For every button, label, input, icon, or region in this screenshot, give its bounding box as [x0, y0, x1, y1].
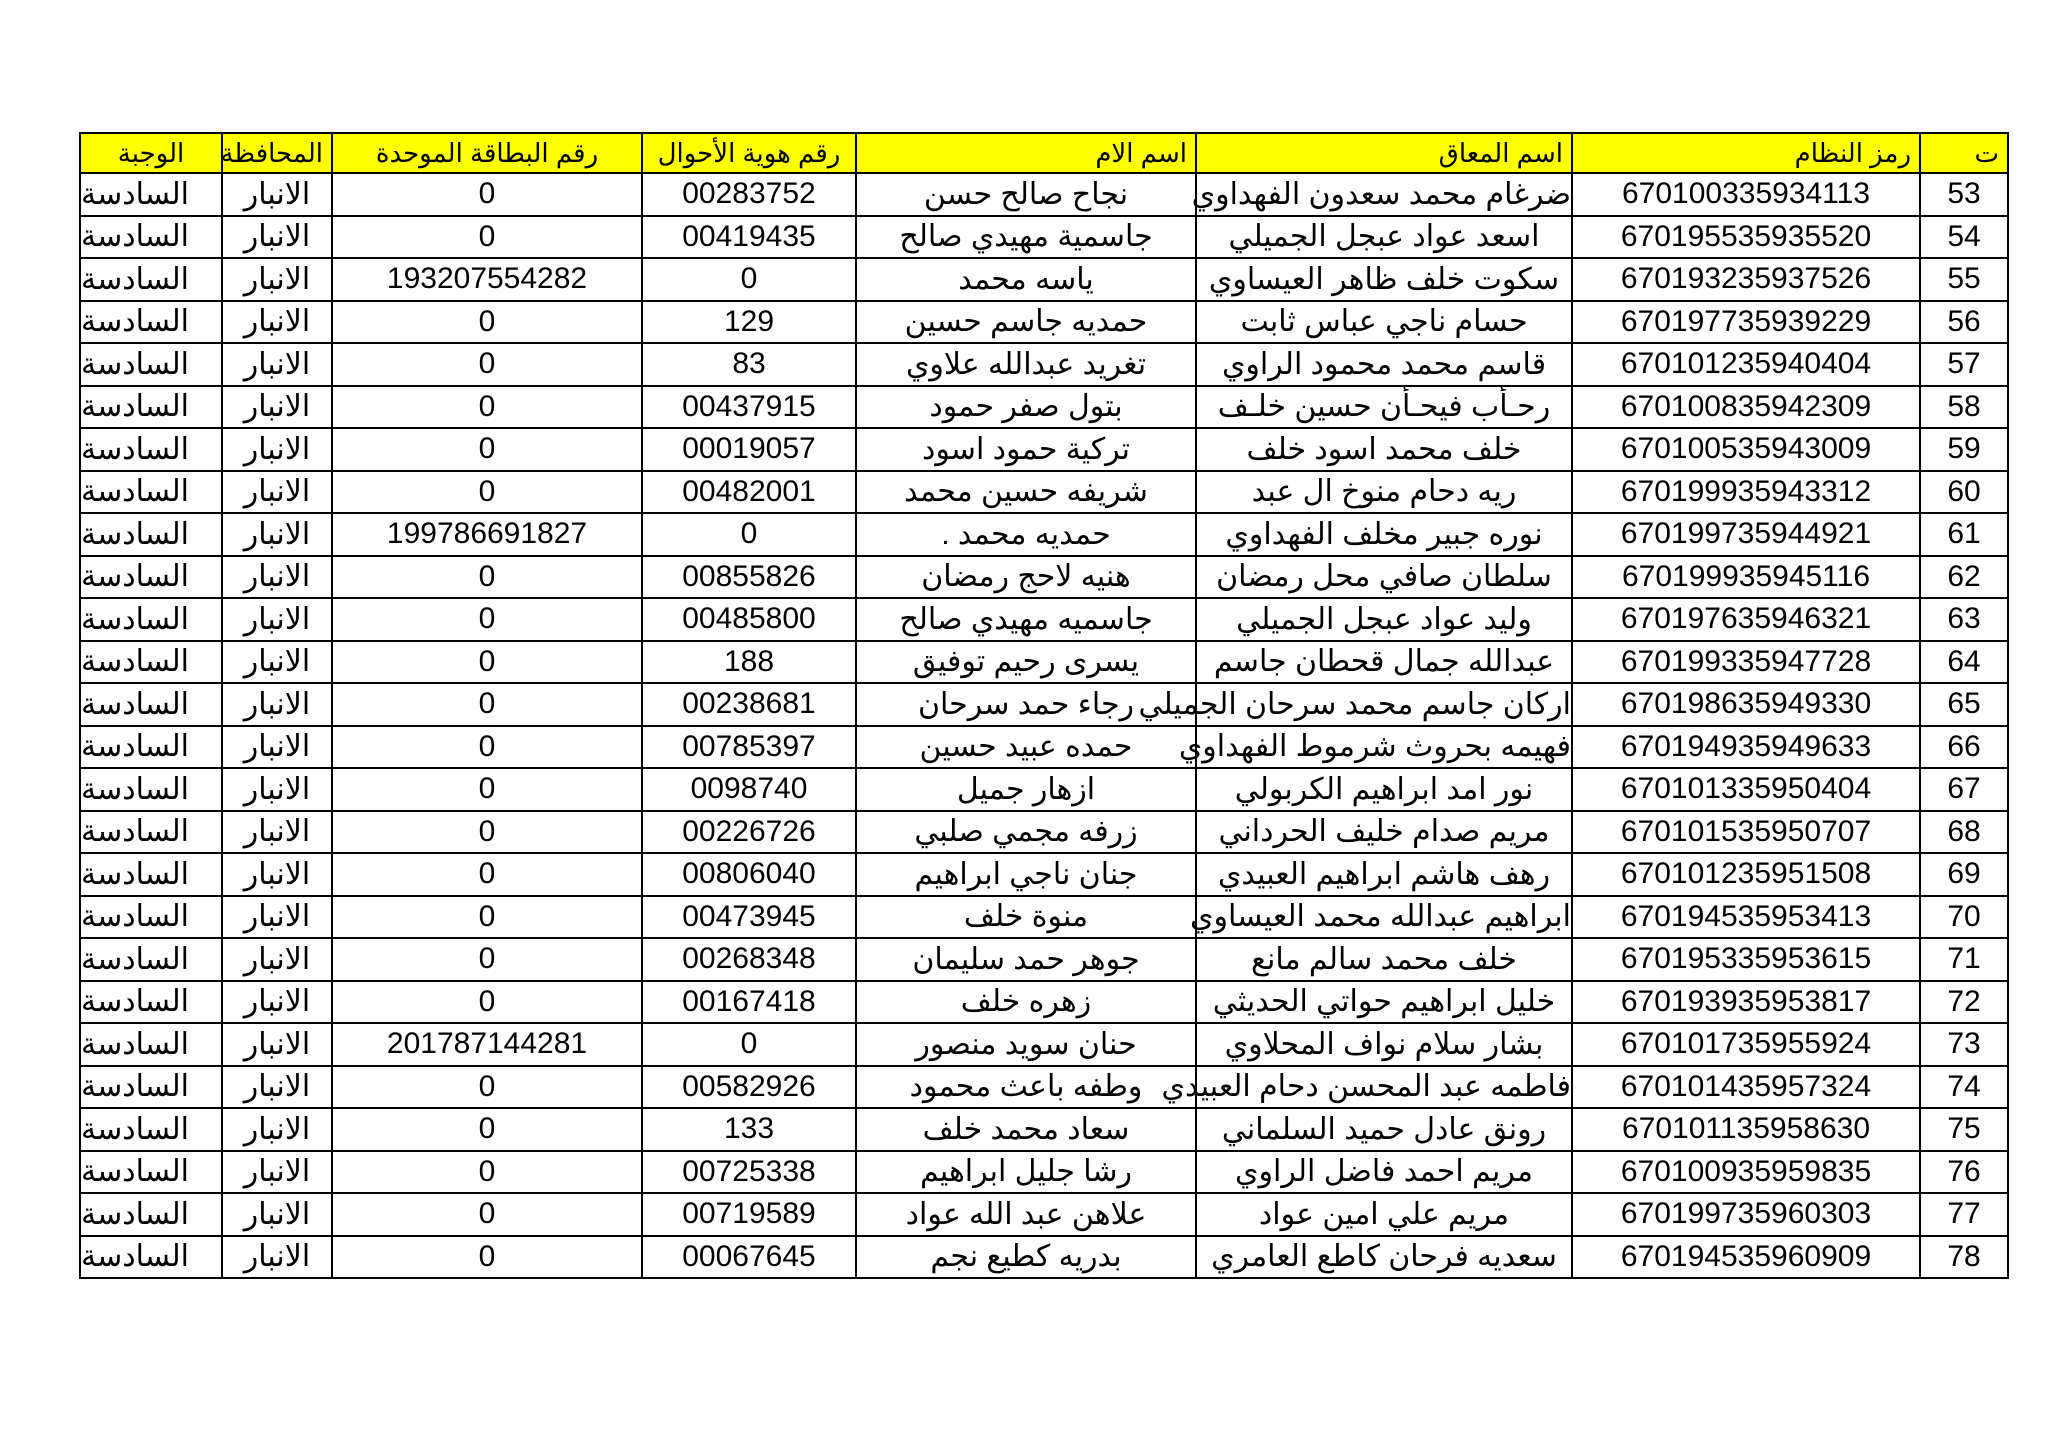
header-unified-card: رقم البطاقة الموحدة	[332, 133, 642, 173]
cell-system-code: 670195335953615	[1572, 938, 1920, 981]
cell-unified-card: 0	[332, 938, 642, 981]
cell-system-code: 670101735955924	[1572, 1023, 1920, 1066]
cell-disabled-name: عبدالله جمال قحطان جاسم	[1196, 641, 1572, 684]
cell-unified-card: 0	[332, 471, 642, 514]
cell-mother-name: رجاء حمد سرحان	[856, 683, 1196, 726]
cell-unified-card: 0	[332, 641, 642, 684]
cell-system-code: 670197735939229	[1572, 301, 1920, 344]
cell-system-code: 670194935949633	[1572, 726, 1920, 769]
cell-batch: السادسة	[80, 811, 222, 854]
table-row	[80, 896, 2008, 939]
cell-civil-id: 00067645	[642, 1236, 856, 1279]
cell-unified-card: 199786691827	[332, 513, 642, 556]
cell-governorate: الانبار	[222, 853, 332, 896]
cell-governorate: الانبار	[222, 726, 332, 769]
cell-disabled-name: خلف محمد اسود خلف	[1196, 428, 1572, 471]
cell-seq: 76	[1920, 1151, 2008, 1194]
cell-unified-card: 201787144281	[332, 1023, 642, 1066]
cell-disabled-name: سعديه فرحان كاطع العامري	[1196, 1236, 1572, 1279]
cell-governorate: الانبار	[222, 556, 332, 599]
cell-governorate: الانبار	[222, 896, 332, 939]
cell-unified-card: 0	[332, 811, 642, 854]
cell-seq: 77	[1920, 1193, 2008, 1236]
cell-governorate: الانبار	[222, 216, 332, 259]
table-row	[80, 513, 2008, 556]
table-row	[80, 641, 2008, 684]
cell-governorate: الانبار	[222, 513, 332, 556]
table-row	[80, 258, 2008, 301]
cell-governorate: الانبار	[222, 471, 332, 514]
header-row	[80, 133, 2008, 173]
cell-system-code: 670198635949330	[1572, 683, 1920, 726]
cell-unified-card: 0	[332, 768, 642, 811]
cell-system-code: 670100335934113	[1572, 173, 1920, 216]
cell-seq: 56	[1920, 301, 2008, 344]
cell-seq: 60	[1920, 471, 2008, 514]
cell-unified-card: 0	[332, 853, 642, 896]
cell-governorate: الانبار	[222, 938, 332, 981]
cell-system-code: 670199735944921	[1572, 513, 1920, 556]
cell-seq: 57	[1920, 343, 2008, 386]
cell-batch: السادسة	[80, 1193, 222, 1236]
cell-civil-id: 00019057	[642, 428, 856, 471]
cell-mother-name: تغريد عبدالله علاوي	[856, 343, 1196, 386]
cell-system-code: 670101435957324	[1572, 1066, 1920, 1109]
cell-mother-name: حمديه محمد .	[856, 513, 1196, 556]
cell-mother-name: زرفه مجمي صلبي	[856, 811, 1196, 854]
cell-seq: 69	[1920, 853, 2008, 896]
cell-disabled-name: مريم احمد فاضل الراوي	[1196, 1151, 1572, 1194]
cell-mother-name: زهره خلف	[856, 981, 1196, 1024]
cell-civil-id: 00473945	[642, 896, 856, 939]
table-row	[80, 1023, 2008, 1066]
cell-seq: 59	[1920, 428, 2008, 471]
table-row	[80, 216, 2008, 259]
cell-batch: السادسة	[80, 471, 222, 514]
cell-system-code: 670100935959835	[1572, 1151, 1920, 1194]
cell-unified-card: 0	[332, 1151, 642, 1194]
cell-civil-id: 00437915	[642, 386, 856, 429]
cell-system-code: 670199335947728	[1572, 641, 1920, 684]
cell-civil-id: 00725338	[642, 1151, 856, 1194]
cell-mother-name: نجاح صالح حسن	[856, 173, 1196, 216]
header-system-code: رمز النظام	[1572, 133, 1920, 173]
cell-unified-card: 0	[332, 1108, 642, 1151]
cell-batch: السادسة	[80, 938, 222, 981]
cell-civil-id: 00806040	[642, 853, 856, 896]
cell-unified-card: 0	[332, 726, 642, 769]
cell-disabled-name: مريم علي امين عواد	[1196, 1193, 1572, 1236]
cell-unified-card: 0	[332, 683, 642, 726]
cell-disabled-name: فهيمه بحروث شرموط الفهداوي	[1196, 726, 1572, 769]
table-row	[80, 1151, 2008, 1194]
table-row	[80, 301, 2008, 344]
cell-civil-id: 00226726	[642, 811, 856, 854]
cell-disabled-name: رهف هاشم ابراهيم العبيدي	[1196, 853, 1572, 896]
beneficiaries-table	[79, 132, 2009, 1279]
cell-unified-card: 0	[332, 343, 642, 386]
cell-batch: السادسة	[80, 896, 222, 939]
cell-disabled-name: نور امد ابراهيم الكربولي	[1196, 768, 1572, 811]
cell-disabled-name: سلطان صافي محل رمضان	[1196, 556, 1572, 599]
cell-seq: 78	[1920, 1236, 2008, 1279]
cell-seq: 62	[1920, 556, 2008, 599]
table-row	[80, 556, 2008, 599]
cell-governorate: الانبار	[222, 1023, 332, 1066]
cell-batch: السادسة	[80, 641, 222, 684]
cell-governorate: الانبار	[222, 1193, 332, 1236]
cell-mother-name: حنان سويد منصور	[856, 1023, 1196, 1066]
cell-batch: السادسة	[80, 216, 222, 259]
cell-civil-id: 00582926	[642, 1066, 856, 1109]
cell-seq: 53	[1920, 173, 2008, 216]
cell-batch: السادسة	[80, 343, 222, 386]
cell-governorate: الانبار	[222, 981, 332, 1024]
header-disabled-name: اسم المعاق	[1196, 133, 1572, 173]
cell-unified-card: 0	[332, 598, 642, 641]
cell-system-code: 670101335950404	[1572, 768, 1920, 811]
cell-disabled-name: ضرغام محمد سعدون الفهداوي	[1196, 173, 1572, 216]
cell-system-code: 670101235940404	[1572, 343, 1920, 386]
cell-civil-id: 188	[642, 641, 856, 684]
cell-seq: 54	[1920, 216, 2008, 259]
cell-disabled-name: ريه دحام منوخ ال عبد	[1196, 471, 1572, 514]
cell-seq: 73	[1920, 1023, 2008, 1066]
cell-system-code: 670199735960303	[1572, 1193, 1920, 1236]
cell-system-code: 670101235951508	[1572, 853, 1920, 896]
cell-disabled-name: سكوت خلف ظاهر العيساوي	[1196, 258, 1572, 301]
cell-mother-name: علاهن عبد الله عواد	[856, 1193, 1196, 1236]
cell-batch: السادسة	[80, 981, 222, 1024]
cell-system-code: 670100835942309	[1572, 386, 1920, 429]
cell-governorate: الانبار	[222, 386, 332, 429]
cell-governorate: الانبار	[222, 428, 332, 471]
cell-governorate: الانبار	[222, 1236, 332, 1279]
cell-mother-name: حمده عبيد حسين	[856, 726, 1196, 769]
cell-civil-id: 00419435	[642, 216, 856, 259]
cell-governorate: الانبار	[222, 301, 332, 344]
cell-mother-name: رشا جليل ابراهيم	[856, 1151, 1196, 1194]
cell-disabled-name: ابراهيم عبدالله محمد العيساوي	[1196, 896, 1572, 939]
cell-system-code: 670101135958630	[1572, 1108, 1920, 1151]
cell-disabled-name: نوره جبير مخلف الفهداوي	[1196, 513, 1572, 556]
table-row	[80, 938, 2008, 981]
cell-mother-name: بتول صفر حمود	[856, 386, 1196, 429]
cell-civil-id: 133	[642, 1108, 856, 1151]
cell-disabled-name: خليل ابراهيم حواتي الحديثي	[1196, 981, 1572, 1024]
cell-governorate: الانبار	[222, 641, 332, 684]
cell-governorate: الانبار	[222, 1066, 332, 1109]
table-row	[80, 726, 2008, 769]
cell-batch: السادسة	[80, 258, 222, 301]
cell-unified-card: 0	[332, 386, 642, 429]
cell-batch: السادسة	[80, 1236, 222, 1279]
cell-civil-id: 0	[642, 258, 856, 301]
cell-disabled-name: فاطمه عبد المحسن دحام العبيدي	[1196, 1066, 1572, 1109]
cell-unified-card: 0	[332, 556, 642, 599]
table-row	[80, 1236, 2008, 1279]
cell-disabled-name: مريم صدام خليف الحرداني	[1196, 811, 1572, 854]
cell-governorate: الانبار	[222, 343, 332, 386]
cell-batch: السادسة	[80, 173, 222, 216]
cell-civil-id: 00482001	[642, 471, 856, 514]
cell-unified-card: 0	[332, 428, 642, 471]
cell-governorate: الانبار	[222, 768, 332, 811]
cell-mother-name: ازهار جميل	[856, 768, 1196, 811]
cell-batch: السادسة	[80, 386, 222, 429]
cell-unified-card: 0	[332, 301, 642, 344]
cell-disabled-name: بشار سلام نواف المحلاوي	[1196, 1023, 1572, 1066]
header-civil-id: رقم هوية الأحوال	[642, 133, 856, 173]
cell-mother-name: ياسه محمد	[856, 258, 1196, 301]
cell-unified-card: 0	[332, 216, 642, 259]
cell-mother-name: بدريه كطيع نجم	[856, 1236, 1196, 1279]
cell-civil-id: 00283752	[642, 173, 856, 216]
cell-batch: السادسة	[80, 726, 222, 769]
cell-mother-name: جاسمية مهيدي صالح	[856, 216, 1196, 259]
cell-governorate: الانبار	[222, 173, 332, 216]
cell-governorate: الانبار	[222, 258, 332, 301]
cell-mother-name: سعاد محمد خلف	[856, 1108, 1196, 1151]
cell-batch: السادسة	[80, 598, 222, 641]
cell-disabled-name: اركان جاسم محمد سرحان الجميلي	[1196, 683, 1572, 726]
cell-disabled-name: خلف محمد سالم مانع	[1196, 938, 1572, 981]
cell-seq: 72	[1920, 981, 2008, 1024]
cell-system-code: 670101535950707	[1572, 811, 1920, 854]
cell-mother-name: جنان ناجي ابراهيم	[856, 853, 1196, 896]
table-row	[80, 428, 2008, 471]
table-row	[80, 471, 2008, 514]
cell-civil-id: 0	[642, 1023, 856, 1066]
header-mother-name: اسم الام	[856, 133, 1196, 173]
cell-system-code: 670100535943009	[1572, 428, 1920, 471]
table-row	[80, 1193, 2008, 1236]
header-seq: ت	[1920, 133, 2008, 173]
cell-mother-name: جوهر حمد سليمان	[856, 938, 1196, 981]
cell-civil-id: 129	[642, 301, 856, 344]
cell-seq: 75	[1920, 1108, 2008, 1151]
table-row	[80, 981, 2008, 1024]
cell-seq: 74	[1920, 1066, 2008, 1109]
cell-civil-id: 00855826	[642, 556, 856, 599]
cell-system-code: 670195535935520	[1572, 216, 1920, 259]
cell-batch: السادسة	[80, 1066, 222, 1109]
cell-system-code: 670199935943312	[1572, 471, 1920, 514]
table-row	[80, 343, 2008, 386]
cell-disabled-name: اسعد عواد عبجل الجميلي	[1196, 216, 1572, 259]
cell-unified-card: 0	[332, 981, 642, 1024]
cell-civil-id: 00238681	[642, 683, 856, 726]
cell-batch: السادسة	[80, 683, 222, 726]
table-row	[80, 811, 2008, 854]
table-row	[80, 598, 2008, 641]
cell-batch: السادسة	[80, 1108, 222, 1151]
cell-governorate: الانبار	[222, 811, 332, 854]
cell-system-code: 670197635946321	[1572, 598, 1920, 641]
header-batch: الوجبة	[80, 133, 222, 173]
cell-seq: 64	[1920, 641, 2008, 684]
cell-mother-name: شريفه حسين محمد	[856, 471, 1196, 514]
cell-seq: 63	[1920, 598, 2008, 641]
table-row	[80, 1108, 2008, 1151]
cell-civil-id: 0098740	[642, 768, 856, 811]
cell-mother-name: هنيه لاحج رمضان	[856, 556, 1196, 599]
header-governorate: المحافظة	[222, 133, 332, 173]
table-body	[80, 173, 2008, 1278]
cell-disabled-name: رحـأب فيحـأن حسين خلـف	[1196, 386, 1572, 429]
cell-system-code: 670193235937526	[1572, 258, 1920, 301]
cell-disabled-name: حسام ناجي عباس ثابت	[1196, 301, 1572, 344]
cell-batch: السادسة	[80, 301, 222, 344]
cell-seq: 58	[1920, 386, 2008, 429]
cell-batch: السادسة	[80, 768, 222, 811]
cell-governorate: الانبار	[222, 598, 332, 641]
cell-disabled-name: وليد عواد عبجل الجميلي	[1196, 598, 1572, 641]
cell-mother-name: وطفه باعث محمود	[856, 1066, 1196, 1109]
cell-seq: 65	[1920, 683, 2008, 726]
cell-mother-name: يسرى رحيم توفيق	[856, 641, 1196, 684]
cell-seq: 55	[1920, 258, 2008, 301]
cell-mother-name: جاسميه مهيدي صالح	[856, 598, 1196, 641]
cell-civil-id: 00268348	[642, 938, 856, 981]
cell-mother-name: تركية حمود اسود	[856, 428, 1196, 471]
cell-civil-id: 00167418	[642, 981, 856, 1024]
cell-system-code: 670199935945116	[1572, 556, 1920, 599]
cell-civil-id: 0	[642, 513, 856, 556]
cell-system-code: 670194535960909	[1572, 1236, 1920, 1279]
cell-civil-id: 00785397	[642, 726, 856, 769]
cell-batch: السادسة	[80, 853, 222, 896]
cell-unified-card: 193207554282	[332, 258, 642, 301]
table-row	[80, 853, 2008, 896]
cell-disabled-name: قاسم محمد محمود الراوي	[1196, 343, 1572, 386]
cell-seq: 61	[1920, 513, 2008, 556]
cell-civil-id: 00719589	[642, 1193, 856, 1236]
cell-unified-card: 0	[332, 173, 642, 216]
cell-unified-card: 0	[332, 1193, 642, 1236]
cell-governorate: الانبار	[222, 1151, 332, 1194]
cell-mother-name: حمديه جاسم حسين	[856, 301, 1196, 344]
cell-unified-card: 0	[332, 1066, 642, 1109]
table-row	[80, 683, 2008, 726]
cell-civil-id: 00485800	[642, 598, 856, 641]
cell-civil-id: 83	[642, 343, 856, 386]
table-row	[80, 173, 2008, 216]
cell-batch: السادسة	[80, 1151, 222, 1194]
cell-seq: 67	[1920, 768, 2008, 811]
cell-batch: السادسة	[80, 513, 222, 556]
cell-unified-card: 0	[332, 1236, 642, 1279]
cell-seq: 66	[1920, 726, 2008, 769]
cell-batch: السادسة	[80, 556, 222, 599]
cell-seq: 68	[1920, 811, 2008, 854]
cell-mother-name: منوة خلف	[856, 896, 1196, 939]
cell-disabled-name: رونق عادل حميد السلماني	[1196, 1108, 1572, 1151]
cell-unified-card: 0	[332, 896, 642, 939]
cell-seq: 71	[1920, 938, 2008, 981]
cell-governorate: الانبار	[222, 683, 332, 726]
cell-batch: السادسة	[80, 428, 222, 471]
cell-batch: السادسة	[80, 1023, 222, 1066]
cell-governorate: الانبار	[222, 1108, 332, 1151]
cell-system-code: 670194535953413	[1572, 896, 1920, 939]
table-row	[80, 768, 2008, 811]
cell-system-code: 670193935953817	[1572, 981, 1920, 1024]
cell-seq: 70	[1920, 896, 2008, 939]
table-row	[80, 386, 2008, 429]
table-row	[80, 1066, 2008, 1109]
